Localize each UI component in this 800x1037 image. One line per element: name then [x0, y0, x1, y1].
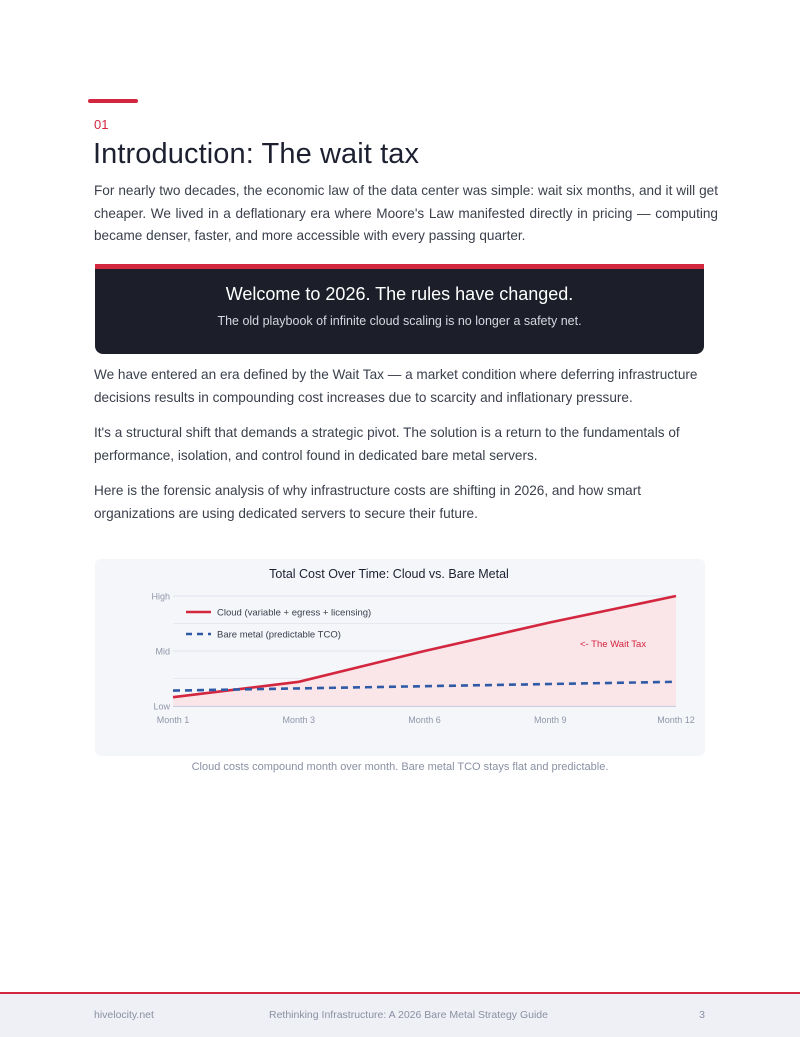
- y-tick-label: Mid: [155, 646, 170, 657]
- cost-chart: [95, 559, 705, 756]
- chart-card: [95, 559, 705, 756]
- footer-guide-title: Rethinking Infrastructure: A 2026 Bare Metal Strategy Guide: [269, 1009, 548, 1021]
- section-number: 01: [94, 117, 109, 132]
- page-title: Introduction: The wait tax: [93, 138, 420, 170]
- callout-subtitle: The old playbook of infinite cloud scaling is no longer a safety net.: [217, 314, 582, 328]
- x-tick-label: Month 9: [533, 715, 567, 725]
- x-tick-label: Month 6: [408, 715, 441, 725]
- section-accent-bar: [88, 99, 138, 103]
- x-tick-label: Month 12: [657, 715, 695, 725]
- x-tick-label: Month 1: [156, 715, 190, 725]
- body-paragraph: It's a structural shift that demands a strategic pivot. The solution is a return to the fundamentals of performance, isolation, and control found in dedicated bare metal servers.: [94, 425, 680, 463]
- chart-caption: Cloud costs compound month over month. Bare metal TCO stays flat and predictable.: [191, 761, 609, 773]
- x-tick-label: Month 3: [282, 715, 316, 725]
- legend-label: Cloud (variable + egress + licensing): [217, 607, 372, 619]
- footer-site: hivelocity.net: [94, 1009, 154, 1021]
- y-tick-label: High: [151, 591, 170, 602]
- wait-tax-annotation: <- The Wait Tax: [580, 639, 647, 650]
- body-paragraph: Here is the forensic analysis of why infrastructure costs are shifting in 2026, and how smart organizations are using dedicated servers to secure their future.: [94, 483, 642, 521]
- page-footer: [0, 992, 800, 1037]
- page-number: 3: [699, 1009, 705, 1021]
- y-tick-label: Low: [153, 701, 170, 712]
- body-paragraph: We have entered an era defined by the Wait Tax — a market condition where deferring infrastructure decisions results in compounding cost increases due to scarcity and inflationary pressure.: [94, 367, 698, 405]
- legend-label: Bare metal (predictable TCO): [217, 629, 341, 641]
- intro-paragraph: For nearly two decades, the economic law of the data center was simple: wait six months, and it will get cheaper. We lived in a deflationary era where Moore's Law manifested directly in pricing — computing became denser, faster, and more accessible with every passing quarter.: [94, 183, 718, 243]
- callout-title: Welcome to 2026. The rules have changed.: [225, 284, 574, 304]
- chart-title: Total Cost Over Time: Cloud vs. Bare Metal: [269, 567, 509, 581]
- callout-box: [95, 269, 704, 354]
